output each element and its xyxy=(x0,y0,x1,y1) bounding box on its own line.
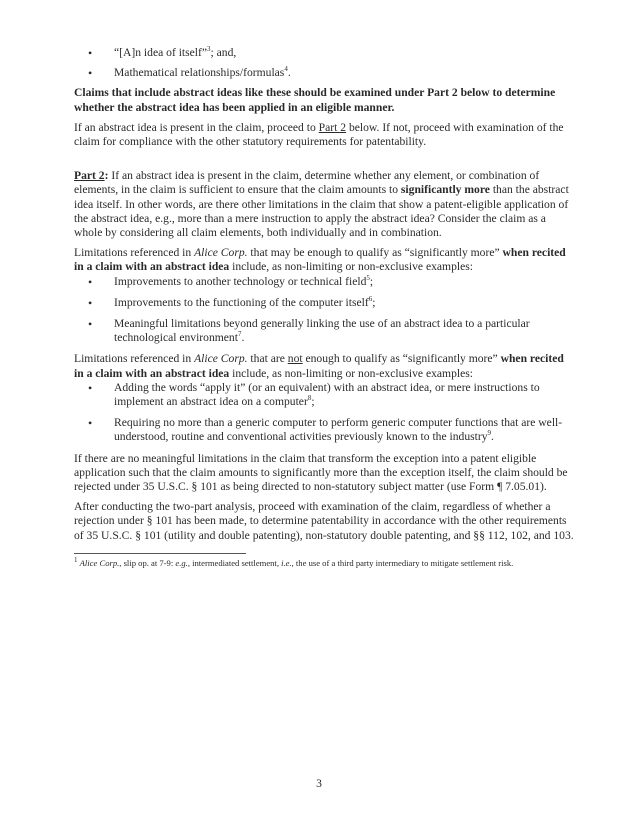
list-item: • Requiring no more than a generic computer to perform generic computer functions that are well-understood, routine and conventional activities previously known to the industry$^9$. xyxy=(74,416,576,444)
enough-examples-list xyxy=(74,275,576,346)
list-item: • Improvements to the functioning of the computer itself$^6$; xyxy=(74,296,576,310)
not-enough-examples-list xyxy=(74,381,576,445)
part2-paragraph: Part 2: If an abstract idea is present in the claim, determine whether any element, or combination of elements, in the claim is sufficient to ensure that the claim amounts to significantly more than the abstract idea itself. In other words, are there other limitations in the claim that show a patent-eligible application of the abstract idea, e.g., more than a mere instruction to apply the abstract idea? Consider the claim as a whole by considering all claim elements, both individually and in combination. xyxy=(74,169,569,240)
list-item: • Improvements to another technology or technical field$^5$; xyxy=(74,275,576,289)
list-item: • Adding the words “apply it” (or an equivalent) with an abstract idea, or mere instructions to implement an abstract idea on a computer$^8$; xyxy=(74,381,576,409)
list-item: • “[A]n idea of itself”$^3$; and, xyxy=(74,46,576,60)
after-analysis-paragraph: After conducting the two-part analysis, proceed with examination of the claim, regardless of whether a rejection under § 101 has been made, to determine patentability in accordance with the other requirements of 35 U.S.C. § 101 (utility and double patenting), non-statutory double patenting, and §§ 112, 102, and 103. xyxy=(74,500,574,542)
footnote-divider xyxy=(74,553,246,554)
enough-intro-paragraph: Limitations referenced in Alice Corp. that may be enough to qualify as “significantly more” when recited in a claim with an abstract idea include, as non-limiting or non-exclusive examples: xyxy=(74,246,566,274)
part2-heading: Part 2 xyxy=(74,169,105,183)
abstract-idea-examples-list xyxy=(74,46,576,80)
not-enough-intro-paragraph: Limitations referenced in Alice Corp. that are not enough to qualify as “significantly more” when recited in a claim with an abstract idea include, as non-limiting or non-exclusive examples: xyxy=(74,352,564,380)
bold-instruction: Claims that include abstract ideas like these should be examined under Part 2 below to determine whether the abstract idea has been applied in an eligible manner. xyxy=(74,86,556,114)
rejection-paragraph: If there are no meaningful limitations in the claim that transform the exception into a patent eligible application such that the claim amounts to significantly more than the exception itself, the claim should be rejected under 35 U.S.C. § 101 as being directed to non-statutory subject matter (use Form ¶ 7.05.01). xyxy=(74,451,568,494)
part1-conclusion-paragraph: If an abstract idea is present in the claim, proceed to Part 2 below. If not, proceed with examination of the claim for compliance with the other statutory requirements for patentability. xyxy=(74,120,564,149)
page-number: 3 xyxy=(316,777,322,790)
list-item: • Meaningful limitations beyond generally linking the use of an abstract idea to a particular technological environment$^7$. xyxy=(74,317,576,345)
footnote: $^1$ Alice Corp., slip op. at 7-9: e.g., intermediated settlement, i.e., the use of a third party intermediary to mitigate settlement risk. xyxy=(74,556,514,568)
list-item: • Mathematical relationships/formulas$^4$. xyxy=(74,66,576,80)
part2-link[interactable]: Part 2 xyxy=(318,120,347,134)
